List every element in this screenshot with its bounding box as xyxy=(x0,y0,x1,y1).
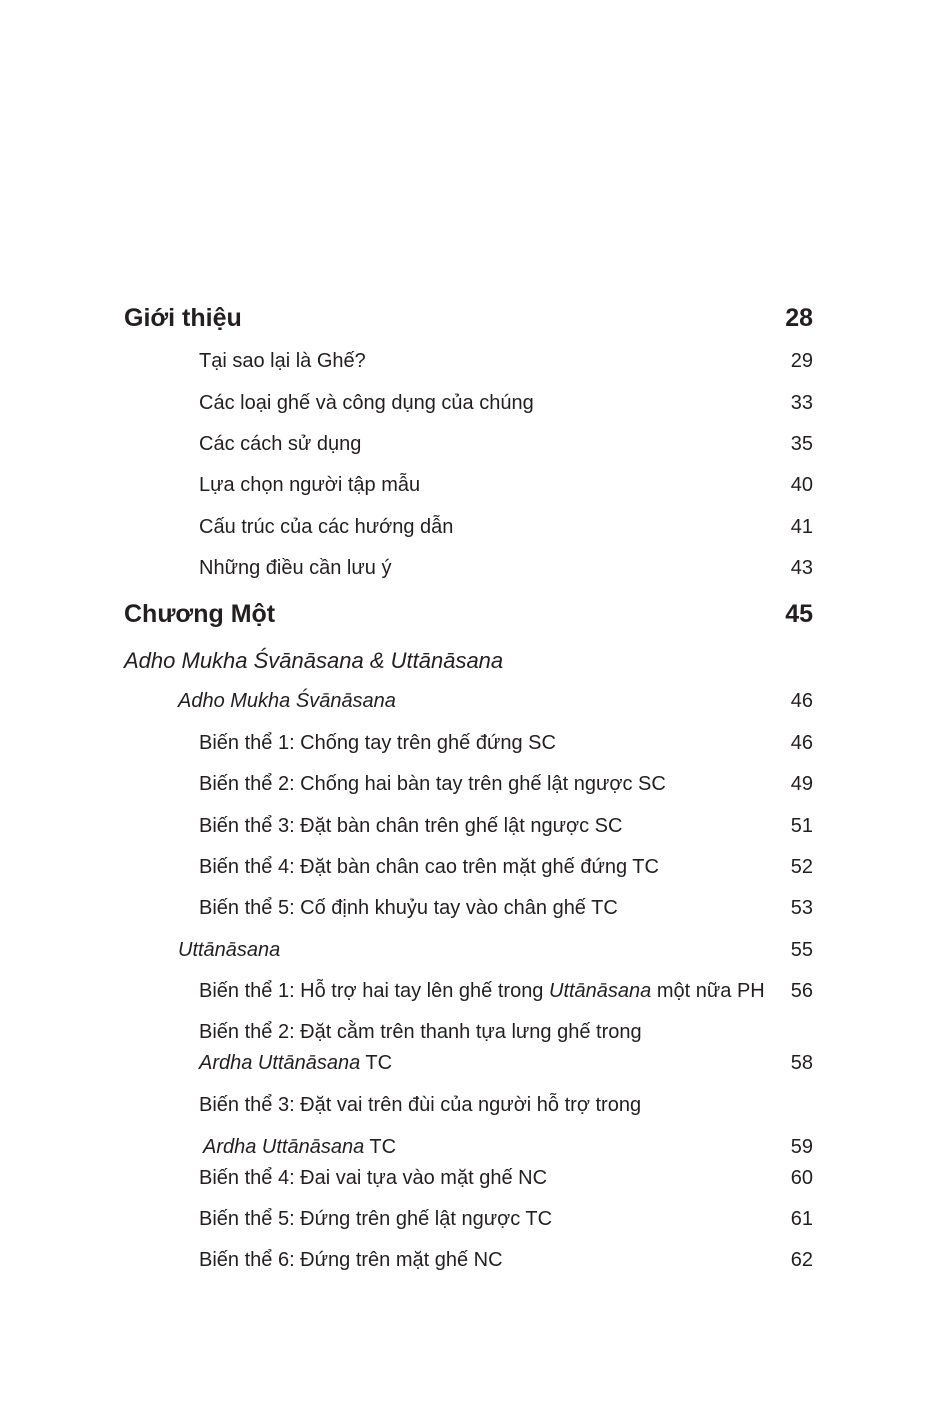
toc-entry[interactable] xyxy=(0,773,933,805)
toc-page-number: 55 xyxy=(790,939,813,961)
toc-entry-label xyxy=(199,980,765,1003)
toc-page-number: 28 xyxy=(785,304,813,332)
toc-entry[interactable] xyxy=(0,557,933,589)
toc-entry-label: Cấu trúc của các hướng dẫn xyxy=(199,516,454,538)
toc-entry[interactable] xyxy=(0,980,933,1012)
toc-entry[interactable] xyxy=(0,897,933,929)
toc-entry-label: Các cách sử dụng xyxy=(199,433,362,455)
toc-label-part: TC xyxy=(360,1052,393,1074)
toc-entry-label: Biến thể 4: Đai vai tựa vào mặt ghế NC xyxy=(199,1167,548,1189)
toc-page-number: 35 xyxy=(790,433,813,455)
toc-entry-line1[interactable] xyxy=(0,1094,933,1126)
toc-page-number: 51 xyxy=(790,815,813,837)
toc-page-number: 56 xyxy=(790,980,813,1002)
toc-entry-label: Biến thể 5: Đứng trên ghế lật ngược TC xyxy=(199,1208,553,1230)
toc-label-part: Biến thể 1: Hỗ trợ hai tay lên ghế trong xyxy=(199,980,549,1002)
toc-entry-label: Biến thể 6: Đứng trên mặt ghế NC xyxy=(199,1249,503,1271)
toc-label-part: TC xyxy=(364,1136,397,1158)
toc-entry-label: Biến thể 3: Đặt bàn chân trên ghế lật ngược SC xyxy=(199,815,623,837)
toc-page-number: 60 xyxy=(790,1167,813,1189)
toc-entry[interactable] xyxy=(0,815,933,847)
toc-entry-label: Biến thể 5: Cố định khuỷu tay vào chân ghế TC xyxy=(199,897,618,919)
toc-page-number: 61 xyxy=(790,1208,813,1230)
toc-entry-label: Chương Một xyxy=(124,600,276,628)
toc-entry-label: Các loại ghế và công dụng của chúng xyxy=(199,392,534,414)
toc-page-number: 49 xyxy=(790,773,813,795)
toc-page-number: 45 xyxy=(785,600,813,628)
toc-entry-label: Adho Mukha Śvānāsana & Uttānāsana xyxy=(124,648,504,673)
toc-page-number: 29 xyxy=(790,350,813,372)
toc-entry[interactable] xyxy=(0,732,933,764)
toc-page-number: 33 xyxy=(790,392,813,414)
toc-page-number: 46 xyxy=(790,732,813,754)
toc-entry[interactable] xyxy=(0,433,933,465)
toc-page-number: 43 xyxy=(790,557,813,579)
toc-subsection[interactable] xyxy=(0,690,933,722)
toc-page-number: 58 xyxy=(790,1052,813,1074)
toc-subsection[interactable] xyxy=(0,939,933,971)
toc-entry[interactable] xyxy=(0,856,933,888)
toc-page-number: 41 xyxy=(790,516,813,538)
toc-entry-label xyxy=(199,1052,392,1075)
toc-entry-line1[interactable] xyxy=(0,1021,933,1053)
toc-entry-label: Giới thiệu xyxy=(124,304,242,332)
toc-chapter-chuong-mot[interactable] xyxy=(0,600,933,632)
toc-entry-label: Lựa chọn người tập mẫu xyxy=(199,474,421,496)
toc-page-number: 40 xyxy=(790,474,813,496)
toc-label-italic: Ardha Uttānāsana xyxy=(199,1052,361,1074)
toc-label-italic: Uttānāsana xyxy=(549,980,652,1002)
toc-entry-line2[interactable] xyxy=(0,1136,933,1168)
toc-entry-label: Uttānāsana xyxy=(178,939,281,961)
toc-label-italic: Ardha Uttānāsana xyxy=(203,1136,365,1158)
toc-page-number: 46 xyxy=(790,690,813,712)
toc-page-number: 53 xyxy=(790,897,813,919)
toc-section-heading xyxy=(0,648,933,680)
toc-entry-label: Tại sao lại là Ghế? xyxy=(199,350,366,372)
toc-entry-label: Biến thể 2: Chống hai bàn tay trên ghế lật ngược SC xyxy=(199,773,666,795)
toc-chapter-gioi-thieu[interactable] xyxy=(0,304,933,336)
toc-entry-label: Adho Mukha Śvānāsana xyxy=(178,690,396,712)
toc-entry-label: Biến thể 2: Đặt cằm trên thanh tựa lưng ghế trong xyxy=(199,1021,642,1043)
toc-page-number: 52 xyxy=(790,856,813,878)
toc-entry-label: Biến thể 3: Đặt vai trên đùi của người hỗ trợ trong xyxy=(199,1094,642,1116)
toc-entry[interactable] xyxy=(0,350,933,382)
toc-entry-label: Những điều cần lưu ý xyxy=(199,557,392,579)
toc-entry[interactable] xyxy=(0,474,933,506)
toc-entry-label: Biến thể 4: Đặt bàn chân cao trên mặt ghế đứng TC xyxy=(199,856,659,878)
toc-entry[interactable] xyxy=(0,1208,933,1240)
toc-entry-label xyxy=(203,1136,396,1159)
toc-entry[interactable] xyxy=(0,1249,933,1281)
toc-entry-label: Biến thể 1: Chống tay trên ghế đứng SC xyxy=(199,732,556,754)
toc-entry[interactable] xyxy=(0,1167,933,1199)
toc-page-number: 62 xyxy=(790,1249,813,1271)
toc-entry[interactable] xyxy=(0,516,933,548)
toc-label-part: một nữa PH xyxy=(651,980,765,1002)
toc-entry[interactable] xyxy=(0,392,933,424)
toc-page-number: 59 xyxy=(790,1136,813,1158)
toc-entry-line2[interactable] xyxy=(0,1052,933,1084)
